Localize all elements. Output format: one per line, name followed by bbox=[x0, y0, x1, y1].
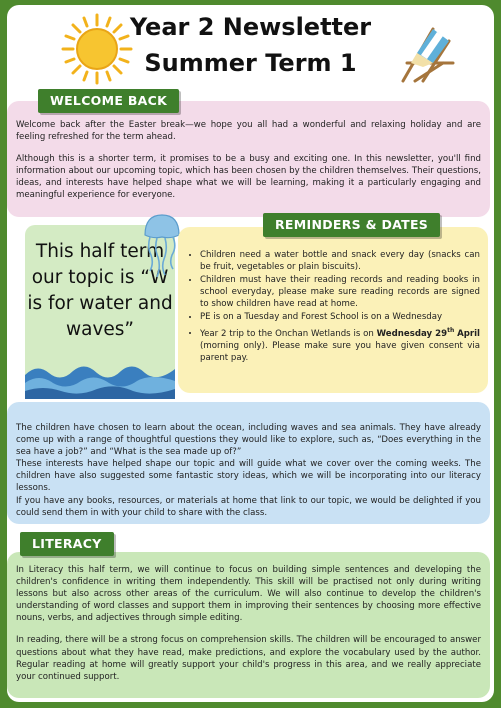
trip-details: (morning only). Please make sure you have given consent via parent pay. bbox=[200, 340, 480, 363]
newsletter-subtitle: Summer Term 1 bbox=[144, 49, 357, 77]
welcome-box bbox=[7, 101, 490, 217]
topic-paragraph-3: If you have any books, resources, or materials at home that link to our topic, we would be delighted if you could send them in with your child to share with the class. bbox=[16, 495, 481, 518]
topic-text: This half term our topic is “W is for water and waves” bbox=[27, 241, 173, 340]
list-item: • Children must have their reading records and reading books in school everyday, please make sure reading records are signed to show children have read at home. bbox=[200, 274, 480, 310]
waves-icon bbox=[25, 357, 175, 399]
list-item: • Children need a water bottle and snack every day (snacks can be fruit, vegetables or plain biscuits). bbox=[200, 249, 480, 273]
topic-paragraph-2: These interests have helped shape our topic and will guide what we cover over the coming weeks. The children have also suggested some fantastic story ideas, which we will be incorporating into our literacy lessons. bbox=[16, 459, 481, 494]
trip-month: April bbox=[457, 328, 480, 339]
list-item bbox=[200, 325, 480, 364]
trip-text: Year 2 trip to the Onchan Wetlands is on bbox=[200, 328, 377, 339]
welcome-heading: WELCOME BACK bbox=[38, 89, 179, 113]
literacy-paragraph-2: In reading, there will be a strong focus on comprehension skills. The children will be encouraged to answer questions about what they have read, make predictions, and explore the vocabulary used by the author. Regular reading at home will greatly support your child's progress in this area, and we really appreciate your continued support. bbox=[16, 635, 481, 682]
deckchair-icon bbox=[393, 23, 461, 85]
trip-date-suffix: th bbox=[447, 326, 455, 334]
literacy-box bbox=[7, 552, 490, 698]
literacy-paragraph-1: In Literacy this half term, we will continue to focus on building simple sentences and developing the children's confidence in writing them independently. This skill will be practised not only during writing lessons but also across other areas of the curriculum. We will also continue to develop the children's understanding of word classes and support them in improving their sentences by choosing more effective nouns, verbs, and adjectives through simple editing. bbox=[16, 565, 481, 624]
trip-date: Wednesday 29 bbox=[376, 328, 448, 339]
newsletter-title: Year 2 Newsletter bbox=[129, 13, 372, 41]
jellyfish-icon bbox=[141, 213, 183, 279]
reminders-box bbox=[178, 227, 488, 393]
welcome-paragraph-1: Welcome back after the Easter break—we hope you all had a wonderful and relaxing holiday and are feeling refreshed for the term ahead. bbox=[16, 120, 481, 143]
reminders-heading: REMINDERS & DATES bbox=[263, 213, 440, 237]
topic-paragraph-1: The children have chosen to learn about the ocean, including waves and sea animals. They have already come up with a range of thoughtful questions they would like to explore, such as, “Does everything in the sea have a job?” and “What is the sea made up of?” bbox=[16, 423, 481, 458]
newsletter-page bbox=[7, 5, 494, 702]
reminders-list bbox=[186, 249, 480, 364]
topic-details-box bbox=[7, 402, 490, 524]
list-item: • PE is on a Tuesday and Forest School is on a Wednesday bbox=[200, 311, 480, 323]
welcome-paragraph-2: Although this is a shorter term, it promises to be a busy and exciting one. In this newsletter, you'll find information about our upcoming topic, which has been chosen by the children themselves. Their questions, ideas, and interests have helped shape what we will be learning, making it a particularly engaging and meaningful experience for everyone. bbox=[16, 154, 481, 201]
literacy-heading: LITERACY bbox=[20, 532, 114, 556]
